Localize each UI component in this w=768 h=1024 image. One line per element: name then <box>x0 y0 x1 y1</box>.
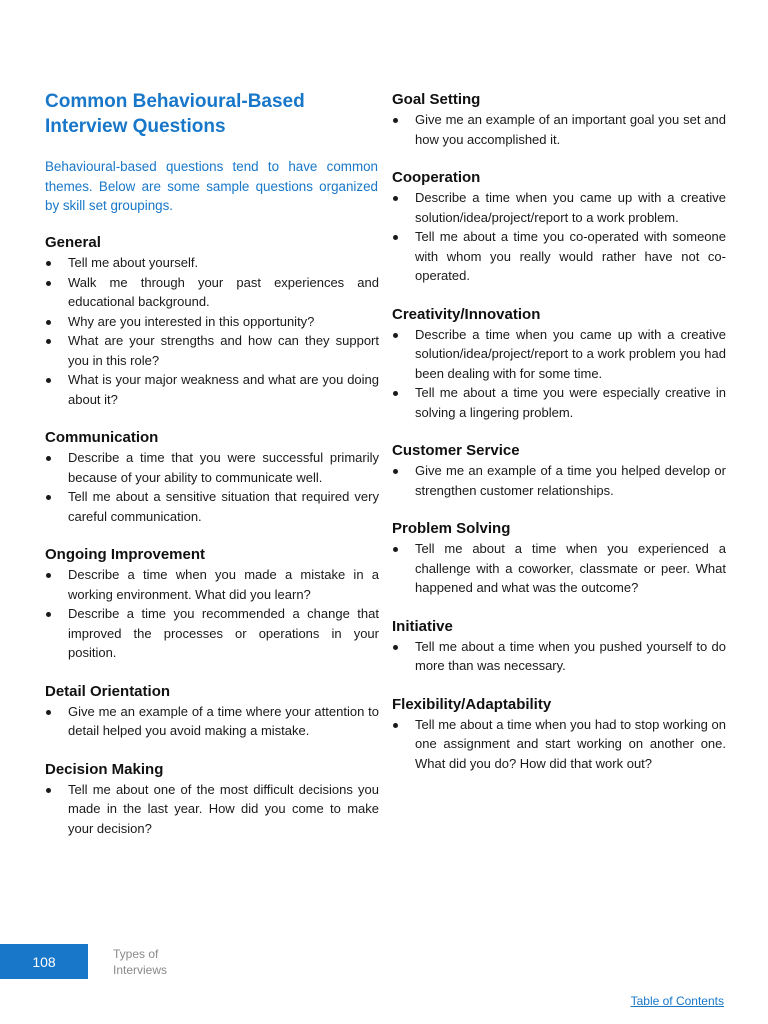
section-heading: Decision Making <box>45 760 164 778</box>
bullet-icon <box>393 118 398 123</box>
left-column <box>45 233 379 838</box>
question-list <box>392 188 726 286</box>
question-text: Describe a time you recommended a change that improved the processes or operations in your position. <box>68 606 379 660</box>
footer-section-label <box>113 946 233 978</box>
question-text: Tell me about a time when you had to stop working on one assignment and start working on another one. What did you do? How did that work out? <box>415 716 726 771</box>
bullet-icon <box>393 469 398 474</box>
section-initiative <box>392 617 726 676</box>
section-heading: Flexibility/Adaptability <box>392 695 552 713</box>
list-item <box>45 604 379 663</box>
bullet-icon <box>46 573 51 578</box>
bullet-icon <box>46 339 51 344</box>
footer-section-line: Types of <box>113 947 159 961</box>
question-list <box>392 539 726 598</box>
section-heading: Customer Service <box>392 442 520 459</box>
question-text: Tell me about a time when you pushed yourself to do more than was necessary. <box>415 638 726 673</box>
bullet-icon <box>46 261 51 266</box>
bullet-icon <box>393 391 398 396</box>
section-communication <box>45 428 379 526</box>
question-text: Give me an example of a time where your attention to detail helped you avoid making a mistake. <box>68 703 379 738</box>
section-heading: Cooperation <box>392 169 481 186</box>
question-text: Tell me about yourself. <box>68 255 199 270</box>
section-heading: Creativity/Innovation <box>392 305 541 323</box>
section-heading: Ongoing Improvement <box>45 546 206 563</box>
question-text: Tell me about a time you were especially creative in solving a lingering problem. <box>415 385 726 420</box>
section-flexibility-adaptability <box>392 695 726 774</box>
question-list <box>45 253 379 409</box>
bullet-icon <box>46 612 51 617</box>
question-text: Give me an example of an important goal you set and how you accomplished it. <box>415 112 726 147</box>
list-item <box>392 227 726 286</box>
question-list <box>392 325 726 423</box>
list-item <box>45 448 379 487</box>
list-item <box>392 637 726 676</box>
section-detail-orientation <box>45 682 379 741</box>
right-column <box>392 90 726 773</box>
question-text: Why are you interested in this opportunity? <box>68 313 315 329</box>
question-text: What is your major weakness and what are you doing about it? <box>68 372 379 407</box>
section-general <box>45 233 379 409</box>
bullet-icon <box>46 456 51 461</box>
question-text: What are your strengths and how can they support you in this role? <box>68 333 379 368</box>
section-heading: Detail Orientation <box>45 682 171 700</box>
question-list <box>392 715 726 774</box>
bullet-icon <box>46 710 51 715</box>
section-ongoing-improvement <box>45 545 379 663</box>
bullet-icon <box>46 788 51 793</box>
list-item <box>392 325 726 384</box>
section-cooperation <box>392 168 726 286</box>
list-item <box>392 539 726 598</box>
question-text: Describe a time when you came up with a creative solution/idea/project/report to a work problem you had been dealing with for some time. <box>415 326 726 381</box>
bullet-icon <box>393 645 398 650</box>
question-text: Tell me about one of the most difficult decisions you made in the last year. How did you come to make your decision? <box>68 781 379 836</box>
footer-section-line: Interviews <box>113 963 168 977</box>
question-list <box>45 780 379 839</box>
question-list <box>45 565 379 663</box>
section-heading: Initiative <box>392 617 453 635</box>
bullet-icon <box>46 495 51 500</box>
list-item <box>45 565 379 604</box>
question-text: Tell me about a time when you experienced a challenge with a coworker, classmate or peer. What happened and what was the outcome? <box>415 541 726 595</box>
question-text: Describe a time when you came up with a creative solution/idea/project/report to a work problem. <box>415 190 726 225</box>
list-item <box>45 780 379 839</box>
question-text: Tell me about a time you co-operated with someone with whom you really would rather have not co-operated. <box>415 229 726 283</box>
bullet-icon <box>46 378 51 383</box>
question-text: Tell me about a sensitive situation that required very careful communication. <box>68 489 379 524</box>
bullet-icon <box>46 320 51 325</box>
question-list <box>45 702 379 741</box>
list-item <box>392 188 726 227</box>
question-text: Walk me through your past experiences and educational background. <box>68 274 379 309</box>
question-text: Describe a time that you were successful primarily because of your ability to communicate well. <box>68 450 379 485</box>
question-text: Describe a time when you made a mistake in a working environment. What did you learn? <box>68 567 379 602</box>
question-list <box>392 461 726 500</box>
section-decision-making <box>45 760 379 839</box>
bullet-icon <box>393 235 398 240</box>
list-item <box>45 331 379 370</box>
list-item <box>392 110 726 149</box>
list-item <box>45 370 379 409</box>
question-list <box>392 637 726 676</box>
bullet-icon <box>393 547 398 552</box>
section-heading: Communication <box>45 429 159 446</box>
list-item <box>392 461 726 500</box>
page-number-badge <box>0 944 88 979</box>
list-item <box>45 253 379 273</box>
list-item <box>392 715 726 774</box>
bullet-icon <box>393 196 398 201</box>
section-creativity-innovation <box>392 305 726 423</box>
question-list <box>45 448 379 526</box>
list-item <box>45 487 379 526</box>
bullet-icon <box>393 723 398 728</box>
question-text: Give me an example of a time you helped develop or strengthen customer relationships. <box>415 463 726 498</box>
table-of-contents-link[interactable]: Table of Contents <box>630 994 724 1008</box>
section-heading: Goal Setting <box>392 91 481 108</box>
list-item <box>45 273 379 312</box>
page-title: Common Behavioural-Based Interview Questions <box>45 91 305 137</box>
section-problem-solving <box>392 519 726 598</box>
section-heading: Problem Solving <box>392 520 511 537</box>
bullet-icon <box>393 333 398 338</box>
bullet-icon <box>46 281 51 286</box>
section-customer-service <box>392 441 726 500</box>
section-goal-setting <box>392 90 726 149</box>
list-item <box>392 383 726 422</box>
section-heading: General <box>45 234 101 251</box>
list-item <box>45 312 379 332</box>
intro-paragraph: Behavioural-based questions tend to have common themes. Below are some sample questions organized by skill set groupings. <box>45 159 378 213</box>
list-item <box>45 702 379 741</box>
question-list <box>392 110 726 149</box>
page-number: 108 <box>32 953 56 970</box>
